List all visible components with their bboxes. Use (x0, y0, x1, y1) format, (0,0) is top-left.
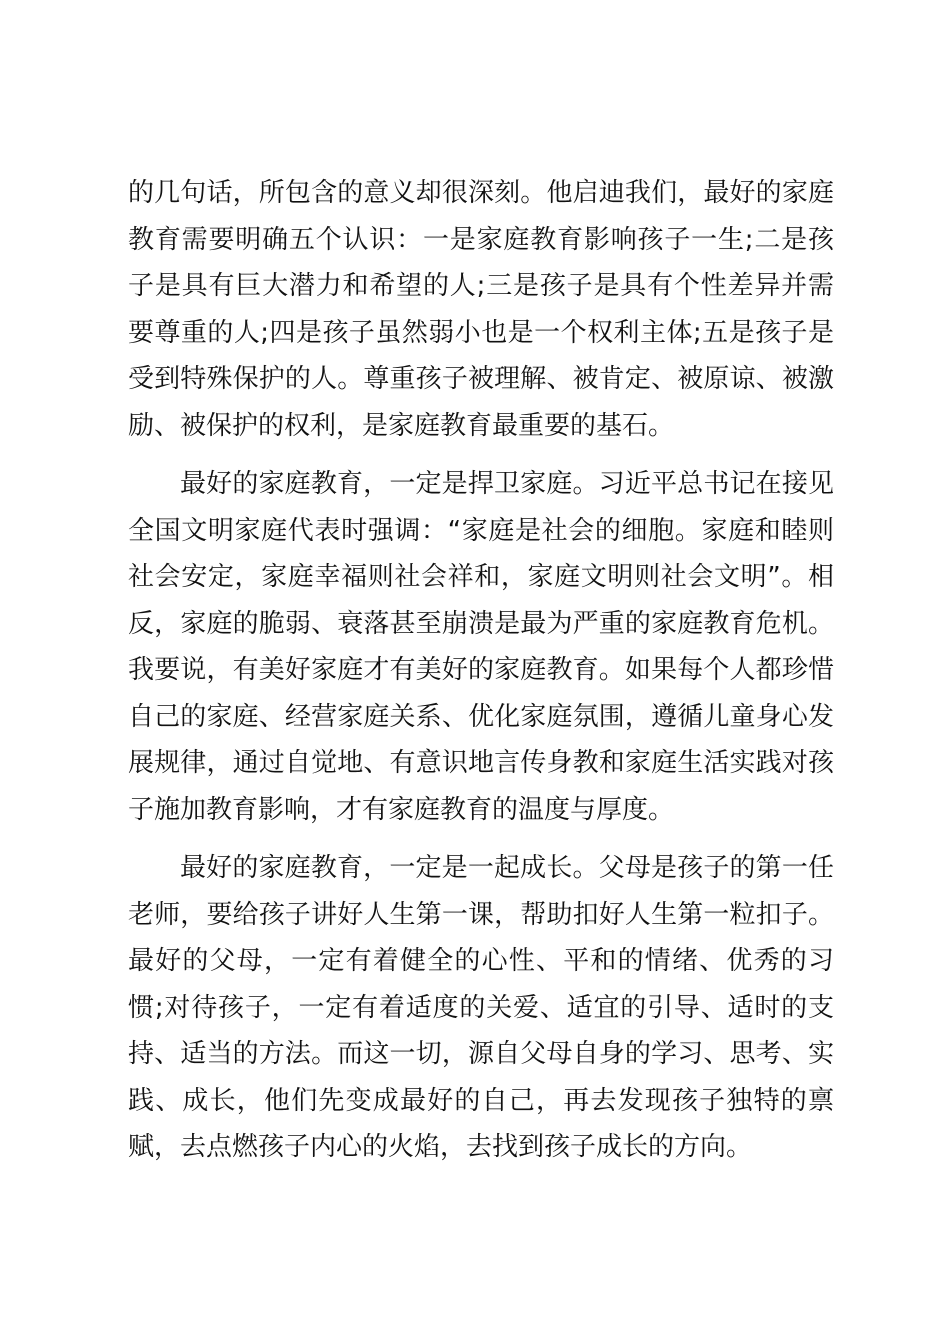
paragraph-continued: 的几句话，所包含的意义却很深刻。他启迪我们，最好的家庭教育需要明确五个认识：一是家庭教育影响孩子一生;二是孩子是具有巨大潜力和希望的人;三是孩子是具有个性差异并需要尊重的人;四是孩子虽然弱小也是一个权利主体;五是孩子是受到特殊保护的人。尊重孩子被理解、被肯定、被原谅、被激励、被保护的权利，是家庭教育最重要的基石。 (128, 178, 834, 441)
paragraph-defend-family: 最好的家庭教育，一定是捍卫家庭。习近平总书记在接见全国文明家庭代表时强调：“家庭是社会的细胞。家庭和睦则社会安定，家庭幸福则社会祥和，家庭文明则社会文明”。相反，家庭的脆弱、衰落甚至崩溃是最为严重的家庭教育危机。我要说，有美好家庭才有美好的家庭教育。如果每个人都珍惜自己的家庭、经营家庭关系、优化家庭氛围，遵循儿童身心发展规律，通过自觉地、有意识地言传身教和家庭生活实践对孩子施加教育影响，才有家庭教育的温度与厚度。 (128, 469, 834, 825)
document-body (128, 170, 834, 1183)
paragraph-grow-together: 最好的家庭教育，一定是一起成长。父母是孩子的第一任老师，要给孩子讲好人生第一课，帮助扣好人生第一粒扣子。最好的父母，一定有着健全的心性、平和的情绪、优秀的习惯;对待孩子，一定有着适度的关爱、适宜的引导、适时的支持、适当的方法。而这一切，源自父母自身的学习、思考、实践、成长，他们先变成最好的自己，再去发现孩子独特的禀赋，去点燃孩子内心的火焰，去找到孩子成长的方向。 (128, 853, 834, 1162)
